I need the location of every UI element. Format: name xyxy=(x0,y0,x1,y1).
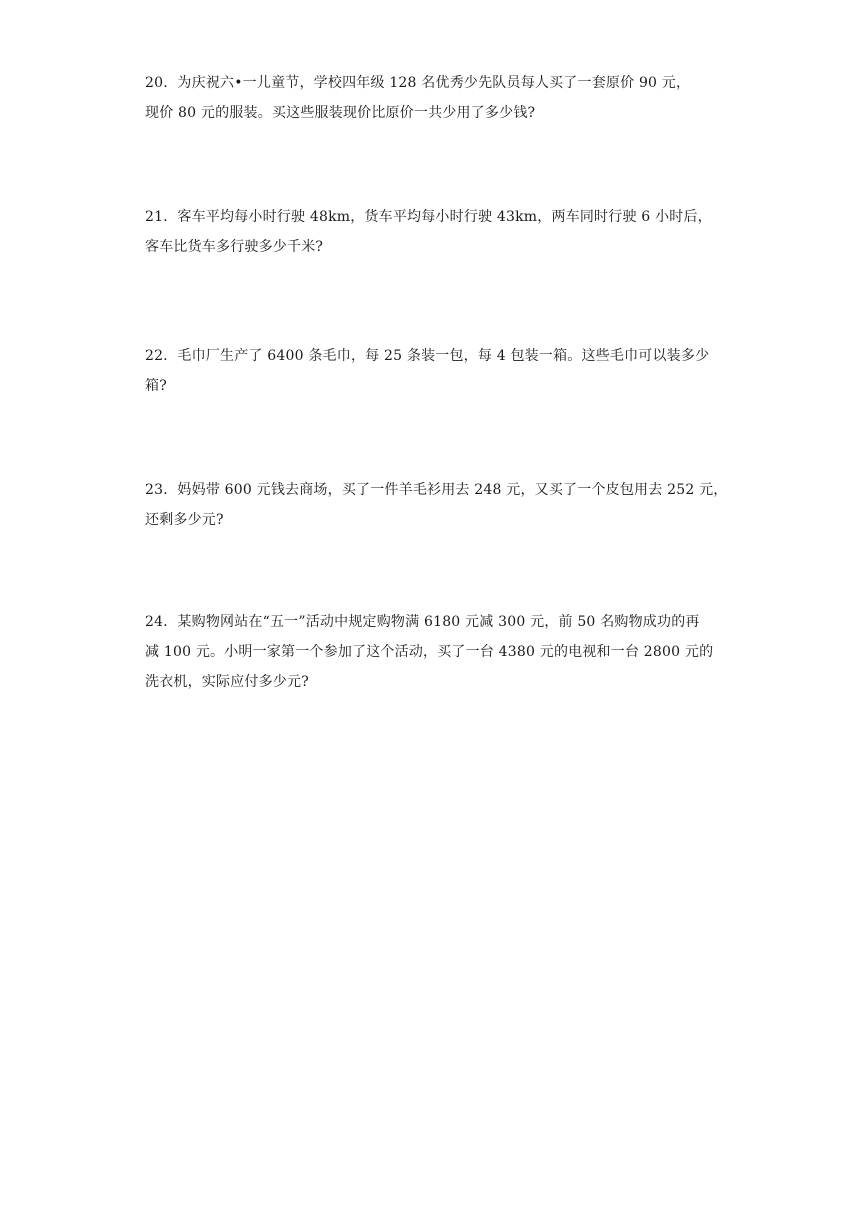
question-21-line-2: 客车比货车多行驶多少千米? xyxy=(145,239,324,255)
question-20 xyxy=(145,68,720,128)
question-23-line-1: 23．妈妈带 600 元钱去商场，买了一件羊毛衫用去 248 元，又买了一个皮包用去 252 元， xyxy=(145,482,728,498)
question-24-line-1: 24．某购物网站在“五一”活动中规定购物满 6180 元减 300 元，前 50 名购物成功的再 xyxy=(145,614,700,630)
question-22-line-1: 22．毛巾厂生产了 6400 条毛巾，每 25 条装一包，每 4 包装一箱。这些毛巾可以装多少 xyxy=(145,348,710,364)
question-21 xyxy=(145,202,720,262)
question-22-line-2: 箱? xyxy=(145,378,167,394)
question-23 xyxy=(145,475,728,535)
question-24-line-2: 减 100 元。小明一家第一个参加了这个活动，买了一台 4380 元的电视和一台 2800 元的 xyxy=(145,644,714,660)
question-24-line-3: 洗衣机，实际应付多少元? xyxy=(145,674,309,690)
question-20-line-2: 现价 80 元的服装。买这些服装现价比原价一共少用了多少钱? xyxy=(145,105,536,121)
question-22 xyxy=(145,341,720,401)
question-24 xyxy=(145,607,720,697)
question-21-line-1: 21．客车平均每小时行驶 48km，货车平均每小时行驶 43km，两车同时行驶 6 小时后， xyxy=(145,209,712,225)
question-23-line-2: 还剩多少元? xyxy=(145,512,224,528)
question-20-line-1: 20．为庆祝六•一儿童节，学校四年级 128 名优秀少先队员每人买了一套原价 90 元， xyxy=(145,75,691,91)
